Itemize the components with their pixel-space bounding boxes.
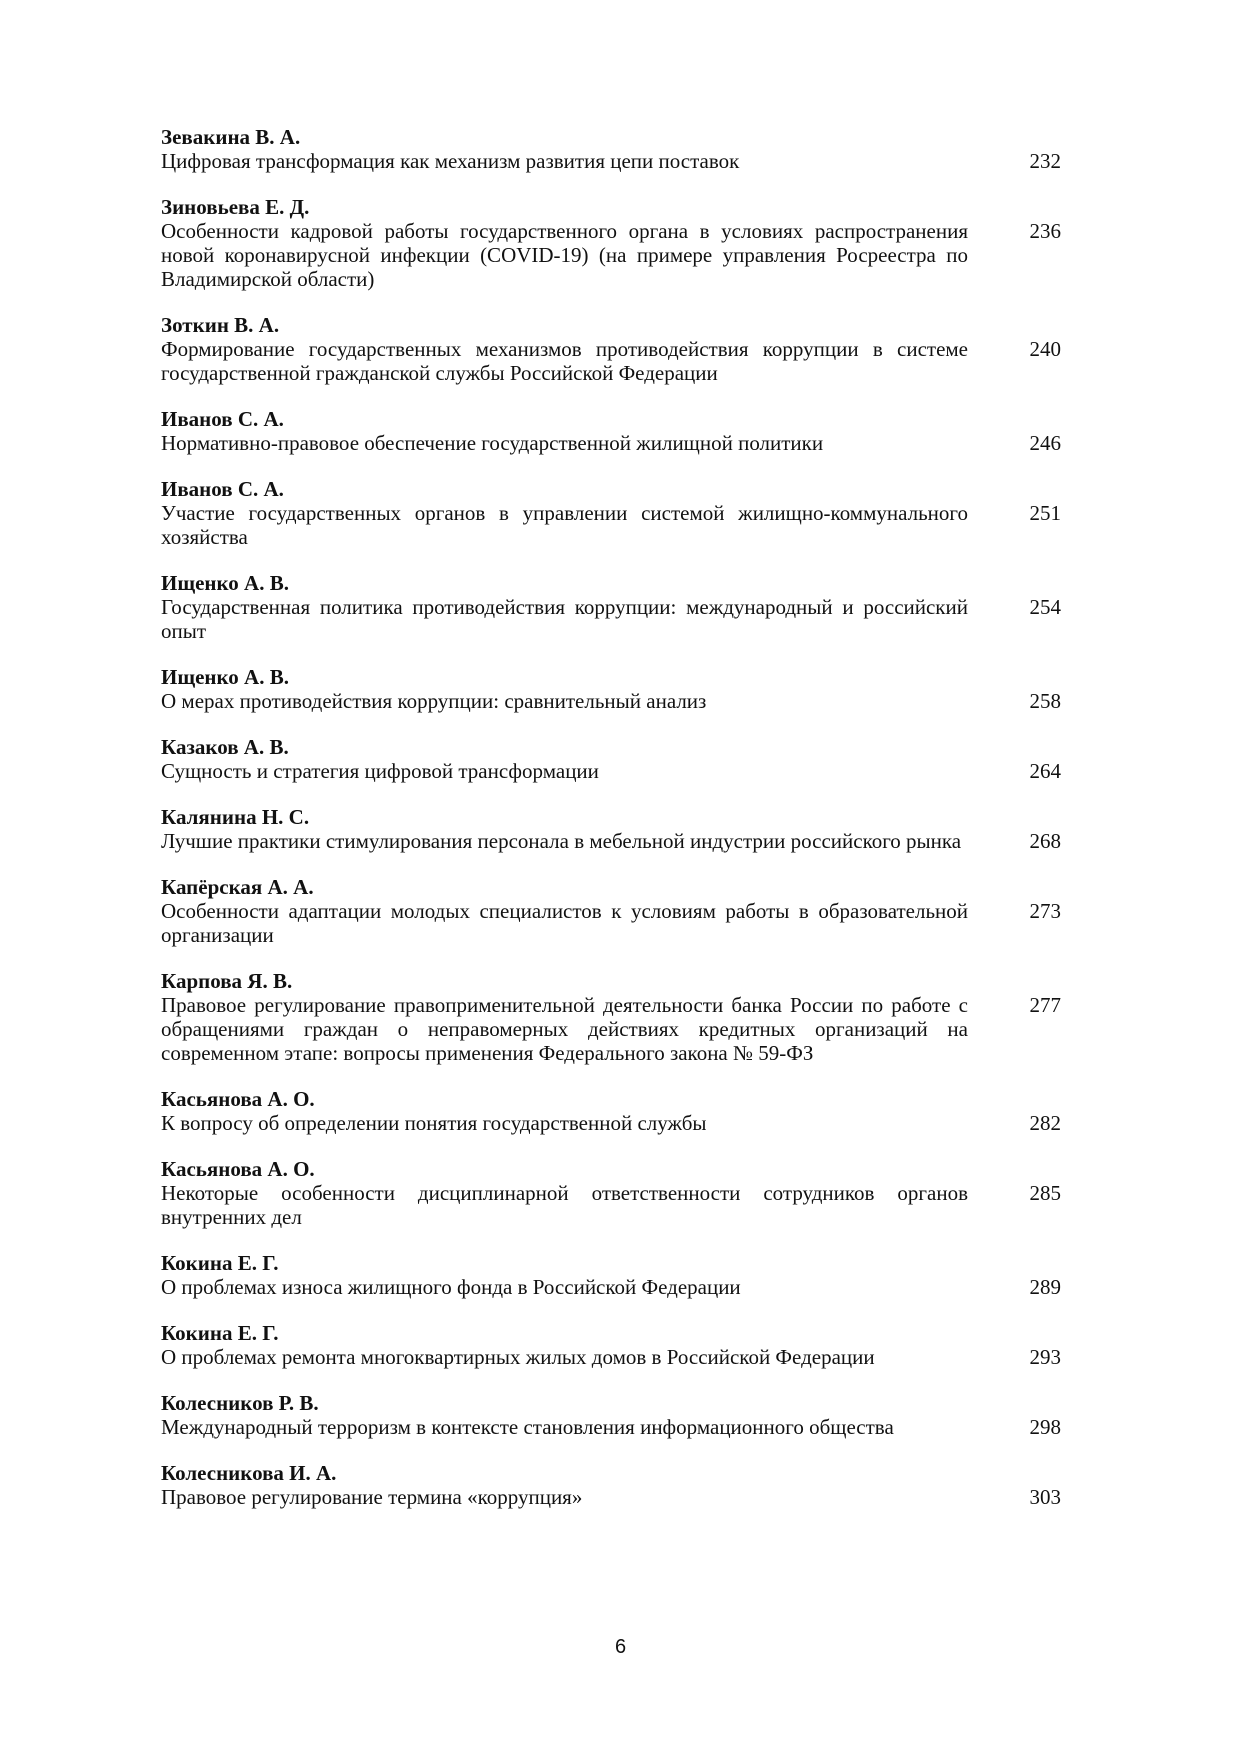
entry-row xyxy=(161,1275,1061,1299)
entry-author: Зоткин В. А. xyxy=(161,313,280,337)
entry-title: Государственная политика противодействия коррупции: международный и российский опыт xyxy=(161,595,968,643)
entry-title: Особенности кадровой работы государственного органа в условиях распространения новой коронавирусной инфекции (COVID-19) (на примере управления Росреестра по Владимирской области) xyxy=(161,219,968,291)
entry-author: Ищенко А. В. xyxy=(161,665,289,689)
entry-title: Участие государственных органов в управлении системой жилищно-коммунального хозяйства xyxy=(161,501,968,549)
toc-entry[interactable] xyxy=(161,477,1061,549)
entry-title: Нормативно-правовое обеспечение государственной жилищной политики xyxy=(161,431,824,455)
toc-entry[interactable] xyxy=(161,805,1061,853)
entry-page-number: 258 xyxy=(1029,689,1061,713)
entry-author: Колесников Р. В. xyxy=(161,1391,319,1415)
toc-entry[interactable] xyxy=(161,125,1061,173)
entry-row xyxy=(161,689,1061,713)
entry-author: Ищенко А. В. xyxy=(161,571,289,595)
entry-title: Некоторые особенности дисциплинарной ответственности сотрудников органов внутренних дел xyxy=(161,1181,968,1229)
toc-entry[interactable] xyxy=(161,1157,1061,1229)
entry-author: Иванов С. А. xyxy=(161,477,284,501)
entry-author: Калянина Н. С. xyxy=(161,805,310,829)
entry-row xyxy=(161,337,1061,385)
entry-row xyxy=(161,759,1061,783)
toc-entry[interactable] xyxy=(161,195,1061,291)
entry-page-number: 246 xyxy=(1029,431,1061,455)
entry-author: Касьянова А. О. xyxy=(161,1087,315,1111)
entry-author: Касьянова А. О. xyxy=(161,1157,315,1181)
toc-entry[interactable] xyxy=(161,1087,1061,1135)
entry-page-number: 285 xyxy=(1029,1181,1061,1205)
entry-page-number: 298 xyxy=(1029,1415,1061,1439)
entry-title: Особенности адаптации молодых специалистов к условиям работы в образовательной организации xyxy=(161,899,968,947)
toc-entry[interactable] xyxy=(161,875,1061,947)
toc-entry[interactable] xyxy=(161,735,1061,783)
toc-entry[interactable] xyxy=(161,1251,1061,1299)
entry-title: О мерах противодействия коррупции: сравнительный анализ xyxy=(161,689,707,713)
toc-entry[interactable] xyxy=(161,1321,1061,1369)
entry-page-number: 293 xyxy=(1029,1345,1061,1369)
entry-row xyxy=(161,993,1061,1065)
entry-row xyxy=(161,431,1061,455)
entry-row xyxy=(161,149,1061,173)
entry-title: Международный терроризм в контексте становления информационного общества xyxy=(161,1415,894,1439)
entry-page-number: 236 xyxy=(1029,219,1061,243)
entry-author: Зевакина В. А. xyxy=(161,125,301,149)
entry-page-number: 289 xyxy=(1029,1275,1061,1299)
toc-entry[interactable] xyxy=(161,1461,1061,1509)
entry-title: Правовое регулирование термина «коррупция» xyxy=(161,1485,583,1509)
entry-title: Лучшие практики стимулирования персонала в мебельной индустрии российского рынка xyxy=(161,829,962,853)
entry-title: Формирование государственных механизмов противодействия коррупции в системе государственной гражданской службы Российской Федерации xyxy=(161,337,968,385)
entry-author: Иванов С. А. xyxy=(161,407,284,431)
toc-entry[interactable] xyxy=(161,969,1061,1065)
toc-entry[interactable] xyxy=(161,665,1061,713)
entry-row xyxy=(161,1485,1061,1509)
toc-entry[interactable] xyxy=(161,1391,1061,1439)
entry-page-number: 264 xyxy=(1029,759,1061,783)
entry-author: Колесникова И. А. xyxy=(161,1461,337,1485)
entry-page-number: 277 xyxy=(1029,993,1061,1017)
entry-author: Зиновьева Е. Д. xyxy=(161,195,310,219)
entry-author: Казаков А. В. xyxy=(161,735,289,759)
entry-row xyxy=(161,1181,1061,1229)
entry-page-number: 282 xyxy=(1029,1111,1061,1135)
entry-row xyxy=(161,1345,1061,1369)
entry-row xyxy=(161,1111,1061,1135)
entry-page-number: 254 xyxy=(1029,595,1061,619)
table-of-contents xyxy=(161,125,1061,1531)
entry-title: К вопросу об определении понятия государственной службы xyxy=(161,1111,707,1135)
toc-entry[interactable] xyxy=(161,571,1061,643)
entry-row xyxy=(161,1415,1061,1439)
entry-row xyxy=(161,595,1061,643)
entry-row xyxy=(161,219,1061,291)
entry-title: О проблемах ремонта многоквартирных жилых домов в Российской Федерации xyxy=(161,1345,875,1369)
entry-author: Капёрская А. А. xyxy=(161,875,314,899)
entry-page-number: 268 xyxy=(1029,829,1061,853)
entry-page-number: 240 xyxy=(1029,337,1061,361)
entry-author: Кокина Е. Г. xyxy=(161,1251,279,1275)
entry-title: Правовое регулирование правоприменительной деятельности банка России по работе с обращениями граждан о неправомерных действиях кредитных организаций на современном этапе: вопросы применения Федерального закона № 59-ФЗ xyxy=(161,993,968,1065)
entry-row xyxy=(161,829,1061,853)
entry-author: Карпова Я. В. xyxy=(161,969,293,993)
entry-title: О проблемах износа жилищного фонда в Российской Федерации xyxy=(161,1275,741,1299)
entry-author: Кокина Е. Г. xyxy=(161,1321,279,1345)
entry-page-number: 251 xyxy=(1029,501,1061,525)
entry-page-number: 273 xyxy=(1029,899,1061,923)
toc-entry[interactable] xyxy=(161,313,1061,385)
entry-page-number: 303 xyxy=(1029,1485,1061,1509)
entry-page-number: 232 xyxy=(1029,149,1061,173)
entry-row xyxy=(161,501,1061,549)
entry-row xyxy=(161,899,1061,947)
page-number: 6 xyxy=(614,1636,627,1658)
toc-entry[interactable] xyxy=(161,407,1061,455)
entry-title: Сущность и стратегия цифровой трансформации xyxy=(161,759,599,783)
entry-title: Цифровая трансформация как механизм развития цепи поставок xyxy=(161,149,740,173)
